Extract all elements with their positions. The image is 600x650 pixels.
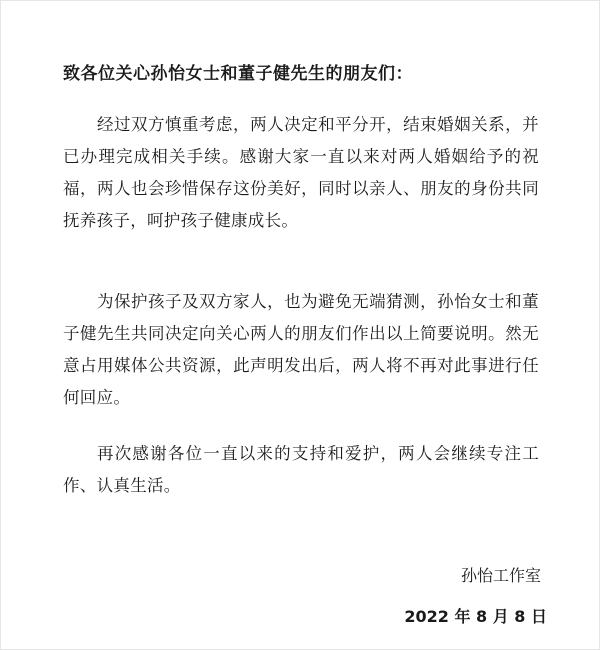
salutation: 致各位关心孙怡女士和董子健先生的朋友们： (63, 64, 413, 84)
paragraph-2: 为保护孩子及双方家人，也为避免无端猜测，孙怡女士和董子健先生共同决定向关心两人的朋友们作出以上简要说明。然无意占用媒体公共资源，此声明发出后，两人将不再对此事进行任何回应。 (63, 292, 539, 407)
paragraph-1: 经过双方慎重考虑，两人决定和平分开，结束婚姻关系，并已办理完成相关手续。感谢大家一直以来对两人婚姻给予的祝福，两人也会珍惜保存这份美好，同时以亲人、朋友的身份共同抚养孩子，呵护孩子健康成长。 (63, 115, 539, 230)
paragraph-3: 再次感谢各位一直以来的支持和爱护，两人会继续专注工作、认真生活。 (63, 444, 539, 495)
date: 2022 年 8 月 8 日 (404, 607, 547, 626)
signature: 孙怡工作室 (460, 566, 541, 585)
